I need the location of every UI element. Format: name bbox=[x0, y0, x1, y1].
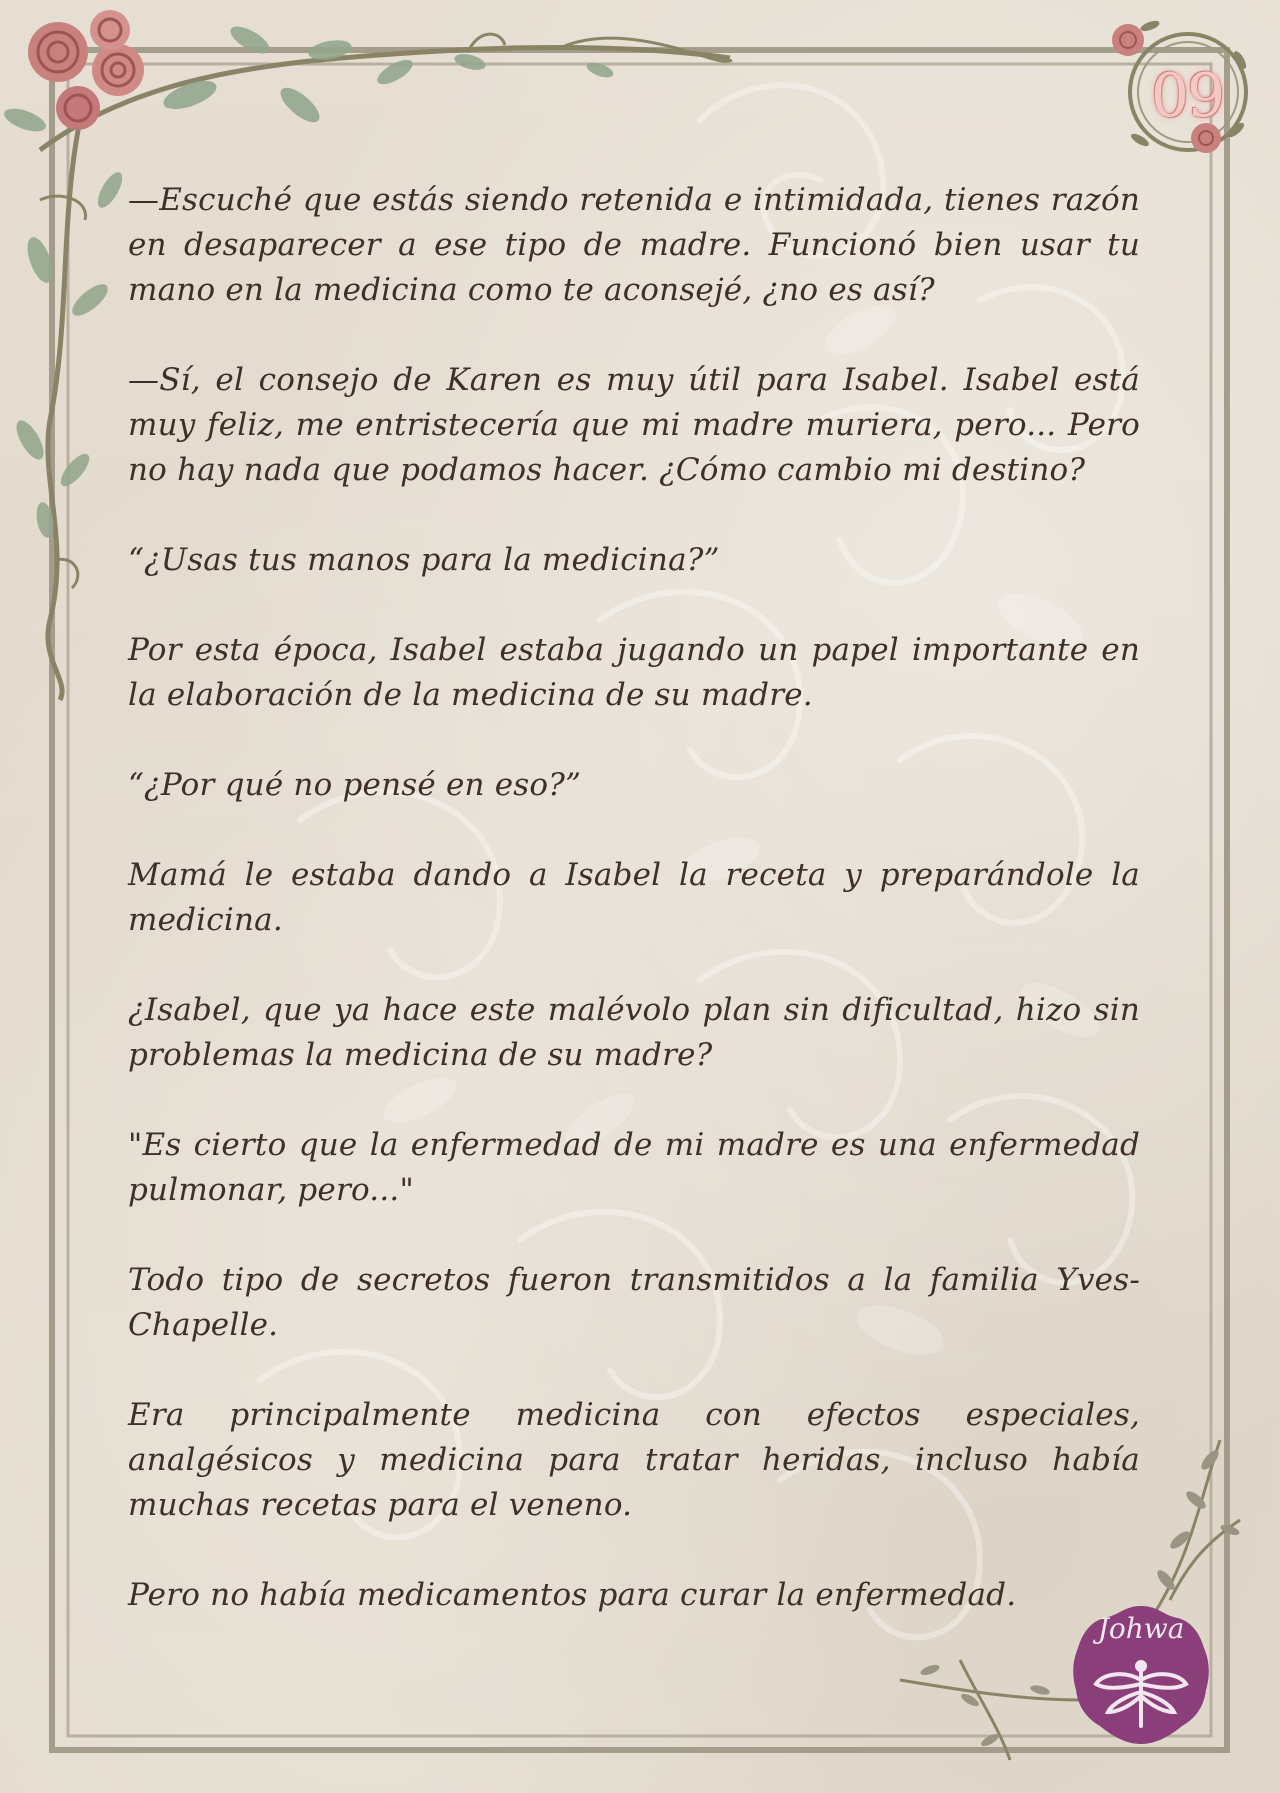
paragraph: “¿Usas tus manos para la medicina?” bbox=[128, 542, 720, 578]
page-number: 09 bbox=[1150, 61, 1224, 131]
paragraph: ¿Isabel, que ya hace este malévolo plan sin dificultad, hizo sin problemas la medicina de su madre? bbox=[128, 992, 1140, 1073]
paragraph: Era principalmente medicina con efectos especiales, analgésicos y medicina para tratar heridas, incluso había muchas recetas para el veneno. bbox=[128, 1397, 1140, 1523]
paragraph: —Escuché que estás siendo retenida e intimidada, tienes razón en desaparecer a ese tipo de madre. Funcionó bien usar tu mano en la medicina como te aconsejé, ¿no es así? bbox=[128, 182, 1140, 308]
paragraph: “¿Por qué no pensé en eso?” bbox=[128, 767, 582, 803]
paragraph: —Sí, el consejo de Karen es muy útil para Isabel. Isabel está muy feliz, me entristecería que mi madre muriera, pero... Pero no hay nada que podamos hacer. ¿Cómo cambio mi destino? bbox=[128, 362, 1140, 488]
paragraph: Todo tipo de secretos fueron transmitidos a la familia Yves-Chapelle. bbox=[128, 1262, 1140, 1343]
paragraph: Mamá le estaba dando a Isabel la receta y preparándole la medicina. bbox=[128, 857, 1140, 938]
paragraph: Por esta época, Isabel estaba jugando un papel importante en la elaboración de la medicina de su madre. bbox=[128, 632, 1140, 713]
paragraph: Pero no había medicamentos para curar la enfermedad. bbox=[128, 1577, 1017, 1613]
chapter-text bbox=[128, 178, 1140, 1663]
badge-label: Johwa bbox=[1097, 1612, 1185, 1645]
paragraph: "Es cierto que la enfermedad de mi madre es una enfermedad pulmonar, pero..." bbox=[128, 1127, 1140, 1208]
